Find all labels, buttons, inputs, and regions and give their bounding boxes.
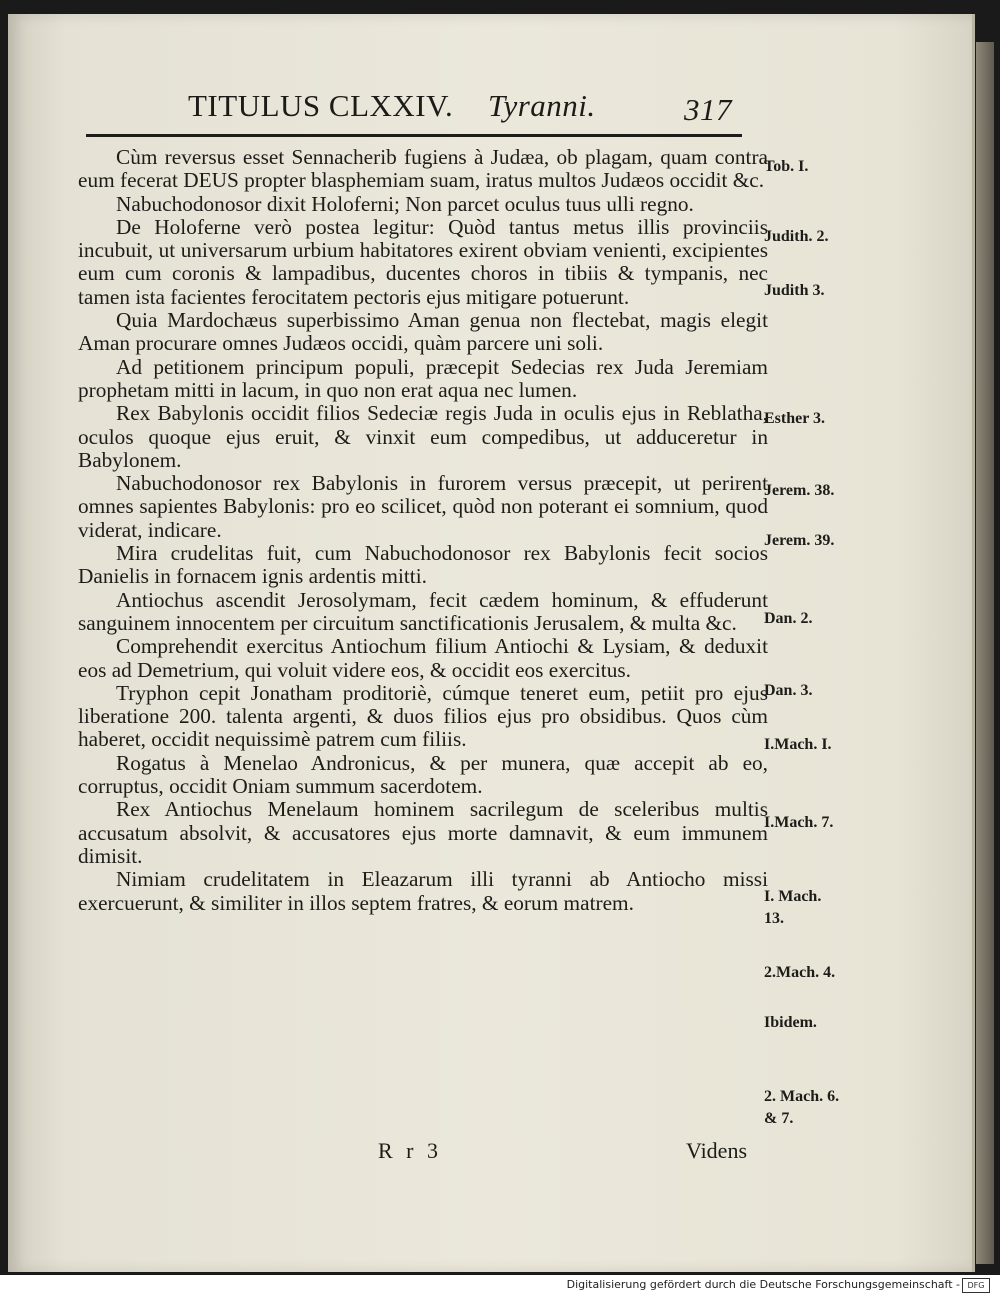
entry-5: Ad petitionem principum populi, præcepit Sedecias rex Juda Jeremiam prophetam mitti in lacum, in quo non erat aqua nec lumen. xyxy=(78,354,768,402)
head-rule xyxy=(86,134,742,137)
catchword: Videns xyxy=(686,1138,748,1163)
entry-2: Nabuchodonosor dixit Holoferni; Non parcet oculus tuus ulli regno. xyxy=(116,191,694,216)
footer-credit: Digitalisierung gefördert durch die Deutsche Forschungsgemeinschaft - xyxy=(566,1278,960,1291)
entry-12: Rogatus à Menelao Andronicus, & per munera, quæ accepit ab eo, corruptus, occidit Oniam summum sacerdotem. xyxy=(78,750,768,799)
margin-ref-2: Judith. 2. xyxy=(764,228,829,245)
running-head-title: TITULUS CLXXIV. xyxy=(188,88,454,123)
body-text xyxy=(78,146,768,915)
entry-1: Cùm reversus esset Sennacherib fugiens à Judæa, ob plagam, quam contra eum fecerat DEUS propter blasphemiam suam, iratus multos Judæos occidit &c. xyxy=(78,145,768,193)
entry-13: Rex Antiochus Menelaum hominem sacrilegum de sceleribus multis accusatum absolvit, & accusatores ejus morte damnavit, & eum immunem dimisit. xyxy=(78,797,768,868)
margin-ref-5: Jerem. 38. xyxy=(764,482,835,499)
page-number: 317 xyxy=(684,92,732,127)
entry-11: Tryphon cepit Jonatham proditoriè, cúmque teneret eum, petiit pro ejus liberatione 200. talenta argenti, & duos filios ejus pro obsidibus. Quos cùm haberet, occidit nequissimè patrem cum filiis. xyxy=(78,680,768,752)
entry-10: Comprehendit exercitus Antiochum filium Antiochi & Lysiam, & deduxit eos ad Demetrium, qui voluit videre eos, & occidit eos exercitus. xyxy=(78,634,768,682)
margin-ref-8: Dan. 3. xyxy=(764,682,813,699)
margin-ref-12: 2.Mach. 4. xyxy=(764,964,836,981)
entry-6: Rex Babylonis occidit filios Sedeciæ regis Juda in oculis ejus in Reblatha, oculos quoque ejus eruit, & vinxit eum compedibus, ut adduceretur in Babylonem. xyxy=(78,401,768,472)
page-edge xyxy=(976,42,994,1264)
margin-ref-10: I.Mach. 7. xyxy=(764,814,834,831)
entry-3: De Holoferne verò postea legitur: Quòd tantus metus illis provinciis incubuit, ut universarum urbium habitatores exirent obviam venienti, excipientes eum cum coronis & lampadibus, ducentes choros in tibiis & tympanis, nec tamen ista facientes ferocitatem pectoris ejus mitigare potuerunt. xyxy=(78,214,768,309)
margin-ref-11: I. Mach. 13. xyxy=(764,888,822,927)
dfg-logo-icon: DFG xyxy=(962,1278,990,1293)
margin-ref-7: Dan. 2. xyxy=(764,610,813,627)
running-head-subject: Tyranni. xyxy=(488,88,596,123)
entry-8: Mira crudelitas fuit, cum Nabuchodonosor rex Babylonis fecit socios Danielis in fornacem ignis ardentis mitti. xyxy=(78,541,768,589)
entry-4: Quia Mardochæus superbissimo Aman genua non flectebat, magis elegit Aman procurare omnes Judæos occidi, quàm parcere uni soli. xyxy=(78,308,768,356)
entry-7: Nabuchodonosor rex Babylonis in furorem versus præcepit, ut perirent omnes sapientes Babylonis: pro eo scilicet, quòd non poterant ei somnium, quod viderat, indicare. xyxy=(78,471,768,542)
margin-ref-13: Ibidem. xyxy=(764,1014,817,1031)
signature-mark: R r 3 xyxy=(378,1138,442,1163)
margin-ref-9: I.Mach. I. xyxy=(764,736,832,753)
entry-9: Antiochus ascendit Jerosolymam, fecit cædem hominum, & effuderunt sanguinem innocentem per circuitum sanctificationis Jerusalem, & multa &c. xyxy=(78,587,768,635)
margin-ref-1: Tob. I. xyxy=(764,158,809,175)
footer-bar xyxy=(0,1275,1000,1295)
entry-14: Nimiam crudelitatem in Eleazarum illi tyranni ab Antiocho missi exercuerunt, & similiter in illos septem fratres, & eorum matrem. xyxy=(78,867,768,915)
margin-ref-6: Jerem. 39. xyxy=(764,532,835,549)
margin-ref-3: Judith 3. xyxy=(764,282,825,299)
margin-ref-4: Esther 3. xyxy=(764,410,826,427)
margin-ref-14: 2. Mach. 6. & 7. xyxy=(764,1088,840,1127)
running-head xyxy=(188,80,748,127)
